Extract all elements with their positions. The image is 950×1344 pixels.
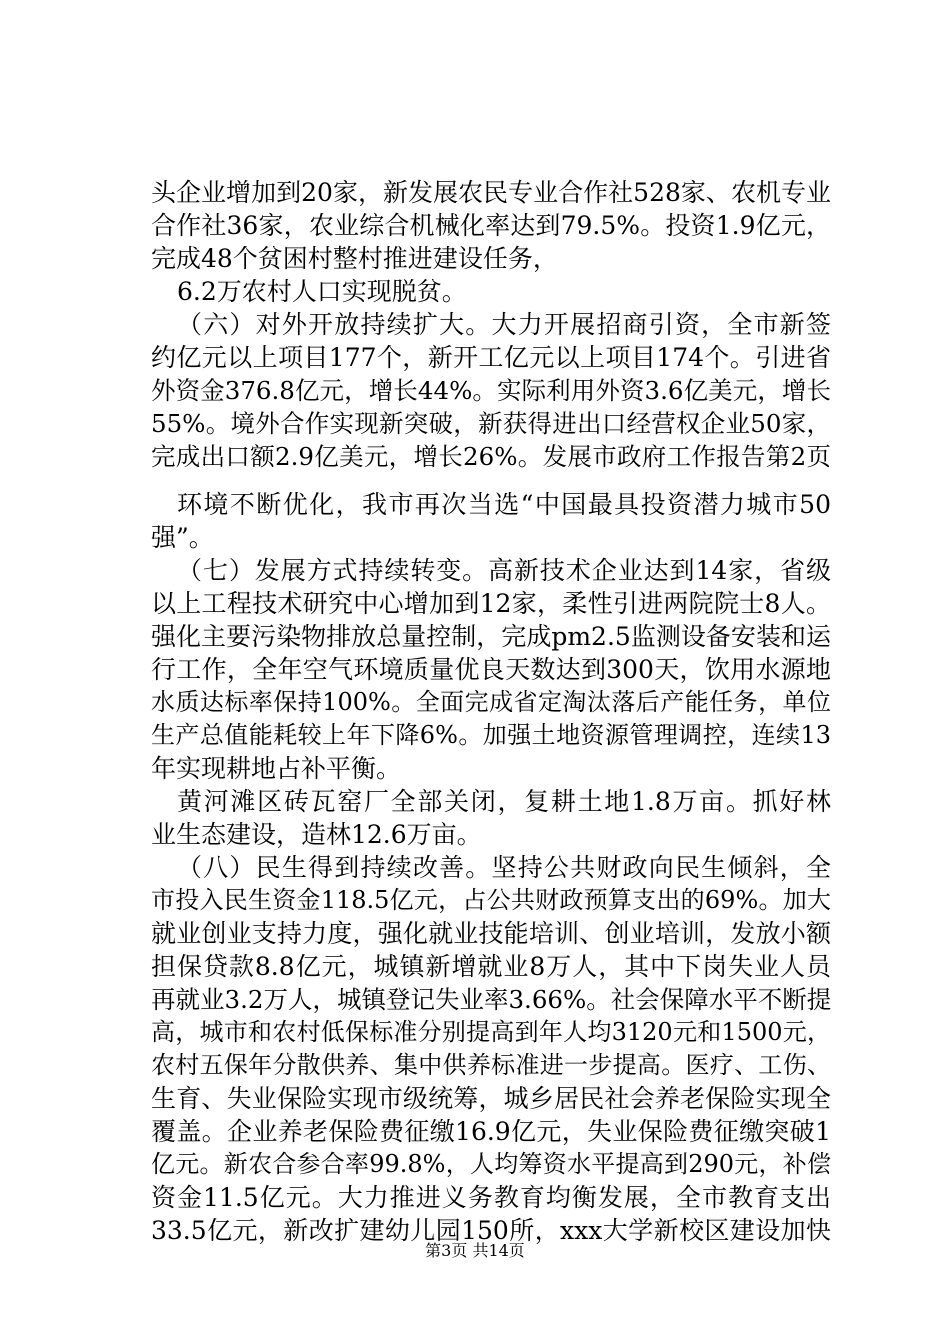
text-line: 强化主要污染物排放总量控制，完成pm2.5监测设备安装和运: [151, 622, 831, 651]
text-line: 担保贷款8.8亿元，城镇新增就业8万人，其中下岗失业人员: [151, 952, 831, 981]
text-line: 外资金376.8亿元，增长44%。实际利用外资3.6亿美元，增长: [151, 376, 831, 405]
text-line: 就业创业支持力度，强化就业技能培训、创业培训，发放小额: [151, 919, 831, 948]
page-footer: 第3页 共14页: [425, 1241, 525, 1260]
text-line: 行工作，全年空气环境质量优良天数达到300天，饮用水源地: [151, 655, 831, 684]
text-line: 水质达标率保持100%。全面完成省定淘汰落后产能任务，单位: [151, 688, 831, 716]
text-line: 完成出口额2.9亿美元，增长26%。发展市政府工作报告第2页: [151, 442, 831, 471]
text-line: 头企业增加到20家，新发展农民专业合作社528家、农机专业: [151, 178, 831, 207]
text-line: 覆盖。企业养老保险费征缴16.9亿元，失业保险费征缴突破1: [151, 1117, 831, 1146]
text-line: 强”。: [151, 523, 214, 552]
text-line: （七）发展方式持续转变。高新技术企业达到14家，省级: [177, 556, 831, 585]
text-line: 再就业3.2万人，城镇登记失业率3.66%。社会保障水平不断提: [151, 985, 831, 1014]
text-line: 约亿元以上项目177个，新开工亿元以上项目174个。引进省: [151, 343, 831, 372]
text-line: 黄河滩区砖瓦窑厂全部关闭，复耕土地1.8万亩。抓好林: [177, 787, 831, 816]
text-line: （六）对外开放持续扩大。大力开展招商引资，全市新签: [177, 310, 831, 339]
text-line: 生产总值能耗较上年下降6%。加强土地资源管理调控，连续13: [151, 721, 831, 749]
text-line: 6.2万农村人口实现脱贫。: [177, 277, 467, 306]
text-line: 合作社36家，农业综合机械化率达到79.5%。投资1.9亿元，: [151, 211, 831, 240]
text-line: 完成48个贫困村整村推进建设任务，: [151, 244, 558, 273]
text-line: 高，城市和农村低保标准分别提高到年人均3120元和1500元，: [151, 1018, 831, 1046]
text-line: 以上工程技术研究中心增加到12家，柔性引进两院院士8人。: [151, 589, 831, 618]
text-line: 资金11.5亿元。大力推进义务教育均衡发展，全市教育支出: [151, 1183, 831, 1212]
text-line: 亿元。新农合参合率99.8%，人均筹资水平提高到290元，补偿: [151, 1150, 831, 1178]
text-line: 年实现耕地占补平衡。: [151, 754, 402, 783]
text-line: （八）民生得到持续改善。坚持公共财政向民生倾斜，全: [177, 853, 831, 882]
text-line: 农村五保年分散供养、集中供养标准进一步提高。医疗、工伤、: [151, 1051, 831, 1079]
text-line: 业生态建设，造林12.6万亩。: [151, 820, 482, 849]
text-line: 市投入民生资金118.5亿元，占公共财政预算支出的69%。加大: [151, 886, 831, 914]
text-line: 55%。境外合作实现新突破，新获得进出口经营权企业50家，: [151, 409, 831, 438]
text-line: 环境不断优化，我市再次当选“中国最具投资潜力城市50: [177, 490, 831, 519]
text-line: 生育、失业保险实现市级统筹，城乡居民社会养老保险实现全: [151, 1084, 831, 1113]
text-line: 33.5亿元，新改扩建幼儿园150所，xxx大学新校区建设加快: [151, 1216, 831, 1245]
